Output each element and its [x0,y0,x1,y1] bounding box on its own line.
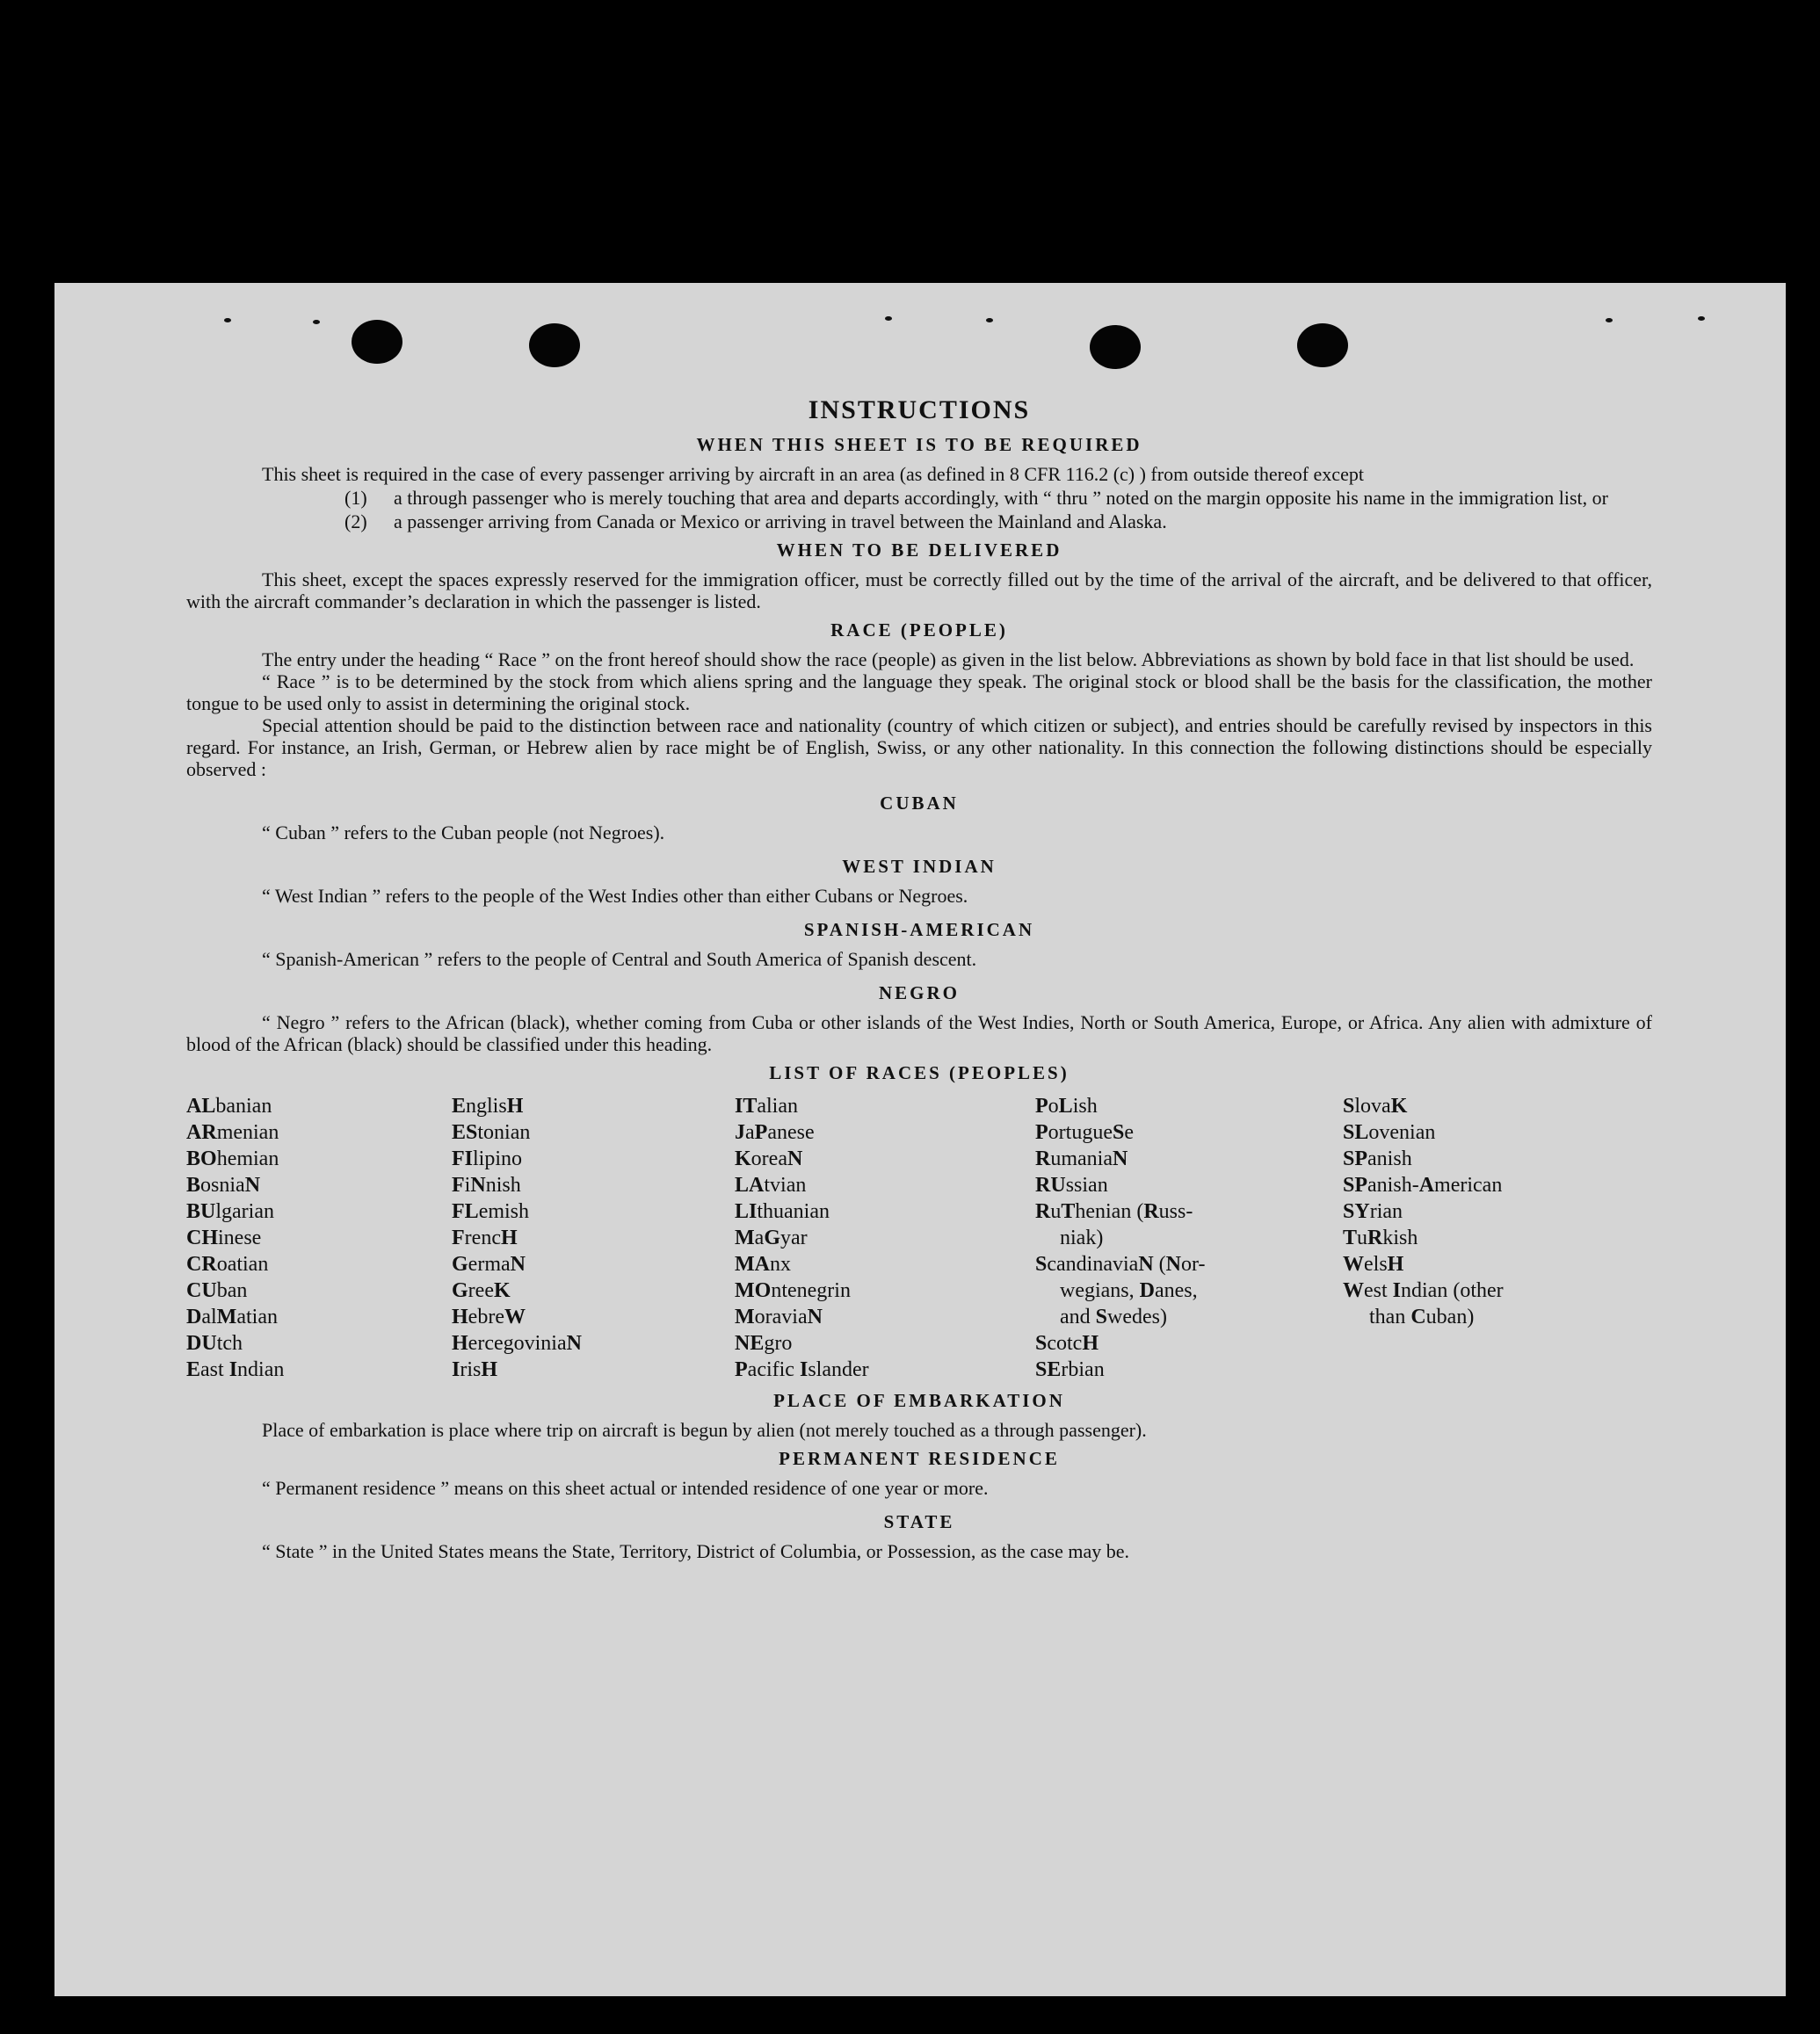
west-indian-text: “ West Indian ” refers to the people of the West Indies other than either Cubans or Negroes. [262,885,968,907]
race-entry: CUban [186,1279,248,1302]
speck [885,316,892,321]
negro-text: “ Negro ” refers to the African (black), whether coming from Cuba or other islands of the West Indies, North or South America, Europe, or Africa. Any alien with admixture of blood of the African (black) should be classified under this heading. [186,1011,1652,1055]
spanish-american-text: “ Spanish-American ” refers to the people of Central and South America of Spanish descent. [262,948,977,970]
race-entry: RumaniaN [1035,1147,1128,1170]
race-entry: IrisH [452,1358,498,1381]
punch-hole [1297,323,1348,367]
heading-permanent-residence: PERMANENT RESIDENCE [779,1448,1060,1469]
race-entry: EStonian [452,1121,531,1144]
race-entry: SPanish-American [1343,1174,1503,1197]
race-entry: ITalian [735,1095,798,1118]
race-entry: PoLish [1035,1095,1098,1118]
race-entry: ScandinaviaN (Nor- [1035,1253,1206,1276]
races-column [735,1093,1035,1383]
race-entry: EnglisH [452,1095,524,1118]
race-paragraph-3: Special attention should be paid to the distinction between race and nationality (country of which citizen or subject), and entries should be carefully revised by inspectors in this regard. For instance, an Irish, German, or Hebrew alien by race might be of English, Swiss, or any other nationality. In this connection the following distinctions should be especially observed : [186,714,1652,780]
race-entry: CRoatian [186,1253,269,1276]
race-entry: and Swedes) [1060,1306,1167,1328]
heading-embarkation: PLACE OF EMBARKATION [773,1390,1065,1411]
race-entry: niak) [1060,1227,1104,1249]
races-list [186,1093,1652,1383]
race-entry: FLemish [452,1200,530,1223]
race-entry: ScotcH [1035,1332,1099,1355]
race-entry: MOntenegrin [735,1279,851,1302]
race-entry: GermaN [452,1253,526,1276]
race-entry: SLovenian [1343,1121,1436,1144]
race-paragraph-1: The entry under the heading “ Race ” on the front hereof should show the race (people) as given in the list below. Abbreviations as shown by bold face in that list should be used. [262,648,1635,670]
races-column [452,1093,735,1383]
race-entry: SYrian [1343,1200,1403,1223]
exception-text: a passenger arriving from Canada or Mexico or arriving in travel between the Mainland and Alaska. [394,510,1167,532]
race-entry: LIthuanian [735,1200,830,1223]
punch-hole [352,320,402,364]
race-entry: CHinese [186,1227,262,1249]
race-entry: ALbanian [186,1095,272,1118]
race-entry: HebreW [452,1306,526,1328]
heading-when-delivered: WHEN TO BE DELIVERED [776,539,1062,561]
race-entry: HercegoviniaN [452,1332,582,1355]
race-entry: SlovaK [1343,1095,1408,1118]
exception-item [344,487,1652,509]
race-entry: BosniaN [186,1174,261,1197]
exception-item [344,510,1652,532]
state-text: “ State ” in the United States means the State, Territory, District of Columbia, or Possession, as the case may be. [262,1540,1130,1562]
embarkation-text: Place of embarkation is place where trip on aircraft is begun by alien (not merely touched as a through passenger). [262,1419,1147,1441]
race-entry: SPanish [1343,1147,1412,1170]
race-entry: RuThenian (Russ- [1035,1200,1193,1223]
race-entry: MAnx [735,1253,791,1276]
race-paragraph-2: “ Race ” is to be determined by the stock from which aliens spring and the language they speak. The original stock or blood shall be the basis for the classification, the mother tongue to be used only to assist in determining the original stock. [186,670,1652,714]
race-entry: PortugueSe [1035,1121,1134,1144]
race-entry: DUtch [186,1332,243,1355]
speck [1698,316,1705,321]
speck [224,318,231,322]
race-entry: JaPanese [735,1121,815,1144]
races-column [1035,1093,1343,1383]
cuban-text: “ Cuban ” refers to the Cuban people (not Negroes). [262,822,665,843]
race-entry: BOhemian [186,1147,279,1170]
race-entry: TuRkish [1343,1227,1418,1249]
heading-spanish-american: SPANISH-AMERICAN [803,919,1035,940]
when-required-intro: This sheet is required in the case of every passenger arriving by aircraft in an area (as defined in 8 CFR 116.2 (c) ) from outside thereof except [262,463,1364,485]
when-delivered-text: This sheet, except the spaces expressly reserved for the immigration officer, must be correctly filled out by the time of the arrival of the aircraft, and be delivered to that officer, with the aircraft commander’s declaration in which the passenger is listed. [186,568,1652,612]
race-entry: FrencH [452,1227,518,1249]
race-entry: BUlgarian [186,1200,274,1223]
race-entry: FIlipino [452,1147,523,1170]
race-entry: MaGyar [735,1227,808,1249]
race-entry: FiNnish [452,1174,521,1197]
heading-cuban: CUBAN [880,793,959,814]
heading-state: STATE [883,1511,955,1532]
races-column [1343,1093,1589,1383]
races-column [186,1093,452,1383]
race-entry: MoraviaN [735,1306,823,1328]
race-entry: KoreaN [735,1147,803,1170]
heading-west-indian: WEST INDIAN [842,856,997,877]
race-entry: West Indian (other [1343,1279,1504,1302]
document-page [54,283,1786,1996]
heading-when-required: WHEN THIS SHEET IS TO BE REQUIRED [696,434,1142,455]
speck [1606,318,1613,322]
heading-race: RACE (PEOPLE) [830,619,1008,641]
heading-negro: NEGRO [878,982,960,1003]
speck [313,320,320,324]
race-entry: RUssian [1035,1174,1108,1197]
race-entry: NEgro [735,1332,793,1355]
race-entry: GreeK [452,1279,511,1302]
exception-number: (1) [344,487,367,509]
race-entry: DalMatian [186,1306,278,1328]
race-entry: LAtvian [735,1174,807,1197]
instructions-body [186,395,1652,1562]
race-entry: Pacific Islander [735,1358,869,1381]
exception-text: a through passenger who is merely touching that area and departs accordingly, with “ thru ” noted on the margin opposite his name in the immigration list, or [394,487,1608,509]
page-title: INSTRUCTIONS [808,395,1031,424]
exception-number: (2) [344,510,367,532]
race-entry: ARmenian [186,1121,279,1144]
race-entry: East Indian [186,1358,285,1381]
permanent-residence-text: “ Permanent residence ” means on this sheet actual or intended residence of one year or more. [262,1477,989,1499]
race-entry: SErbian [1035,1358,1105,1381]
race-entry: wegians, Danes, [1060,1279,1198,1302]
race-entry: WelsH [1343,1253,1404,1276]
race-entry: than Cuban) [1369,1306,1475,1328]
speck [986,318,993,322]
punch-hole [1090,325,1141,369]
punch-hole [529,323,580,367]
heading-list-of-races: LIST OF RACES (PEOPLES) [769,1062,1070,1083]
